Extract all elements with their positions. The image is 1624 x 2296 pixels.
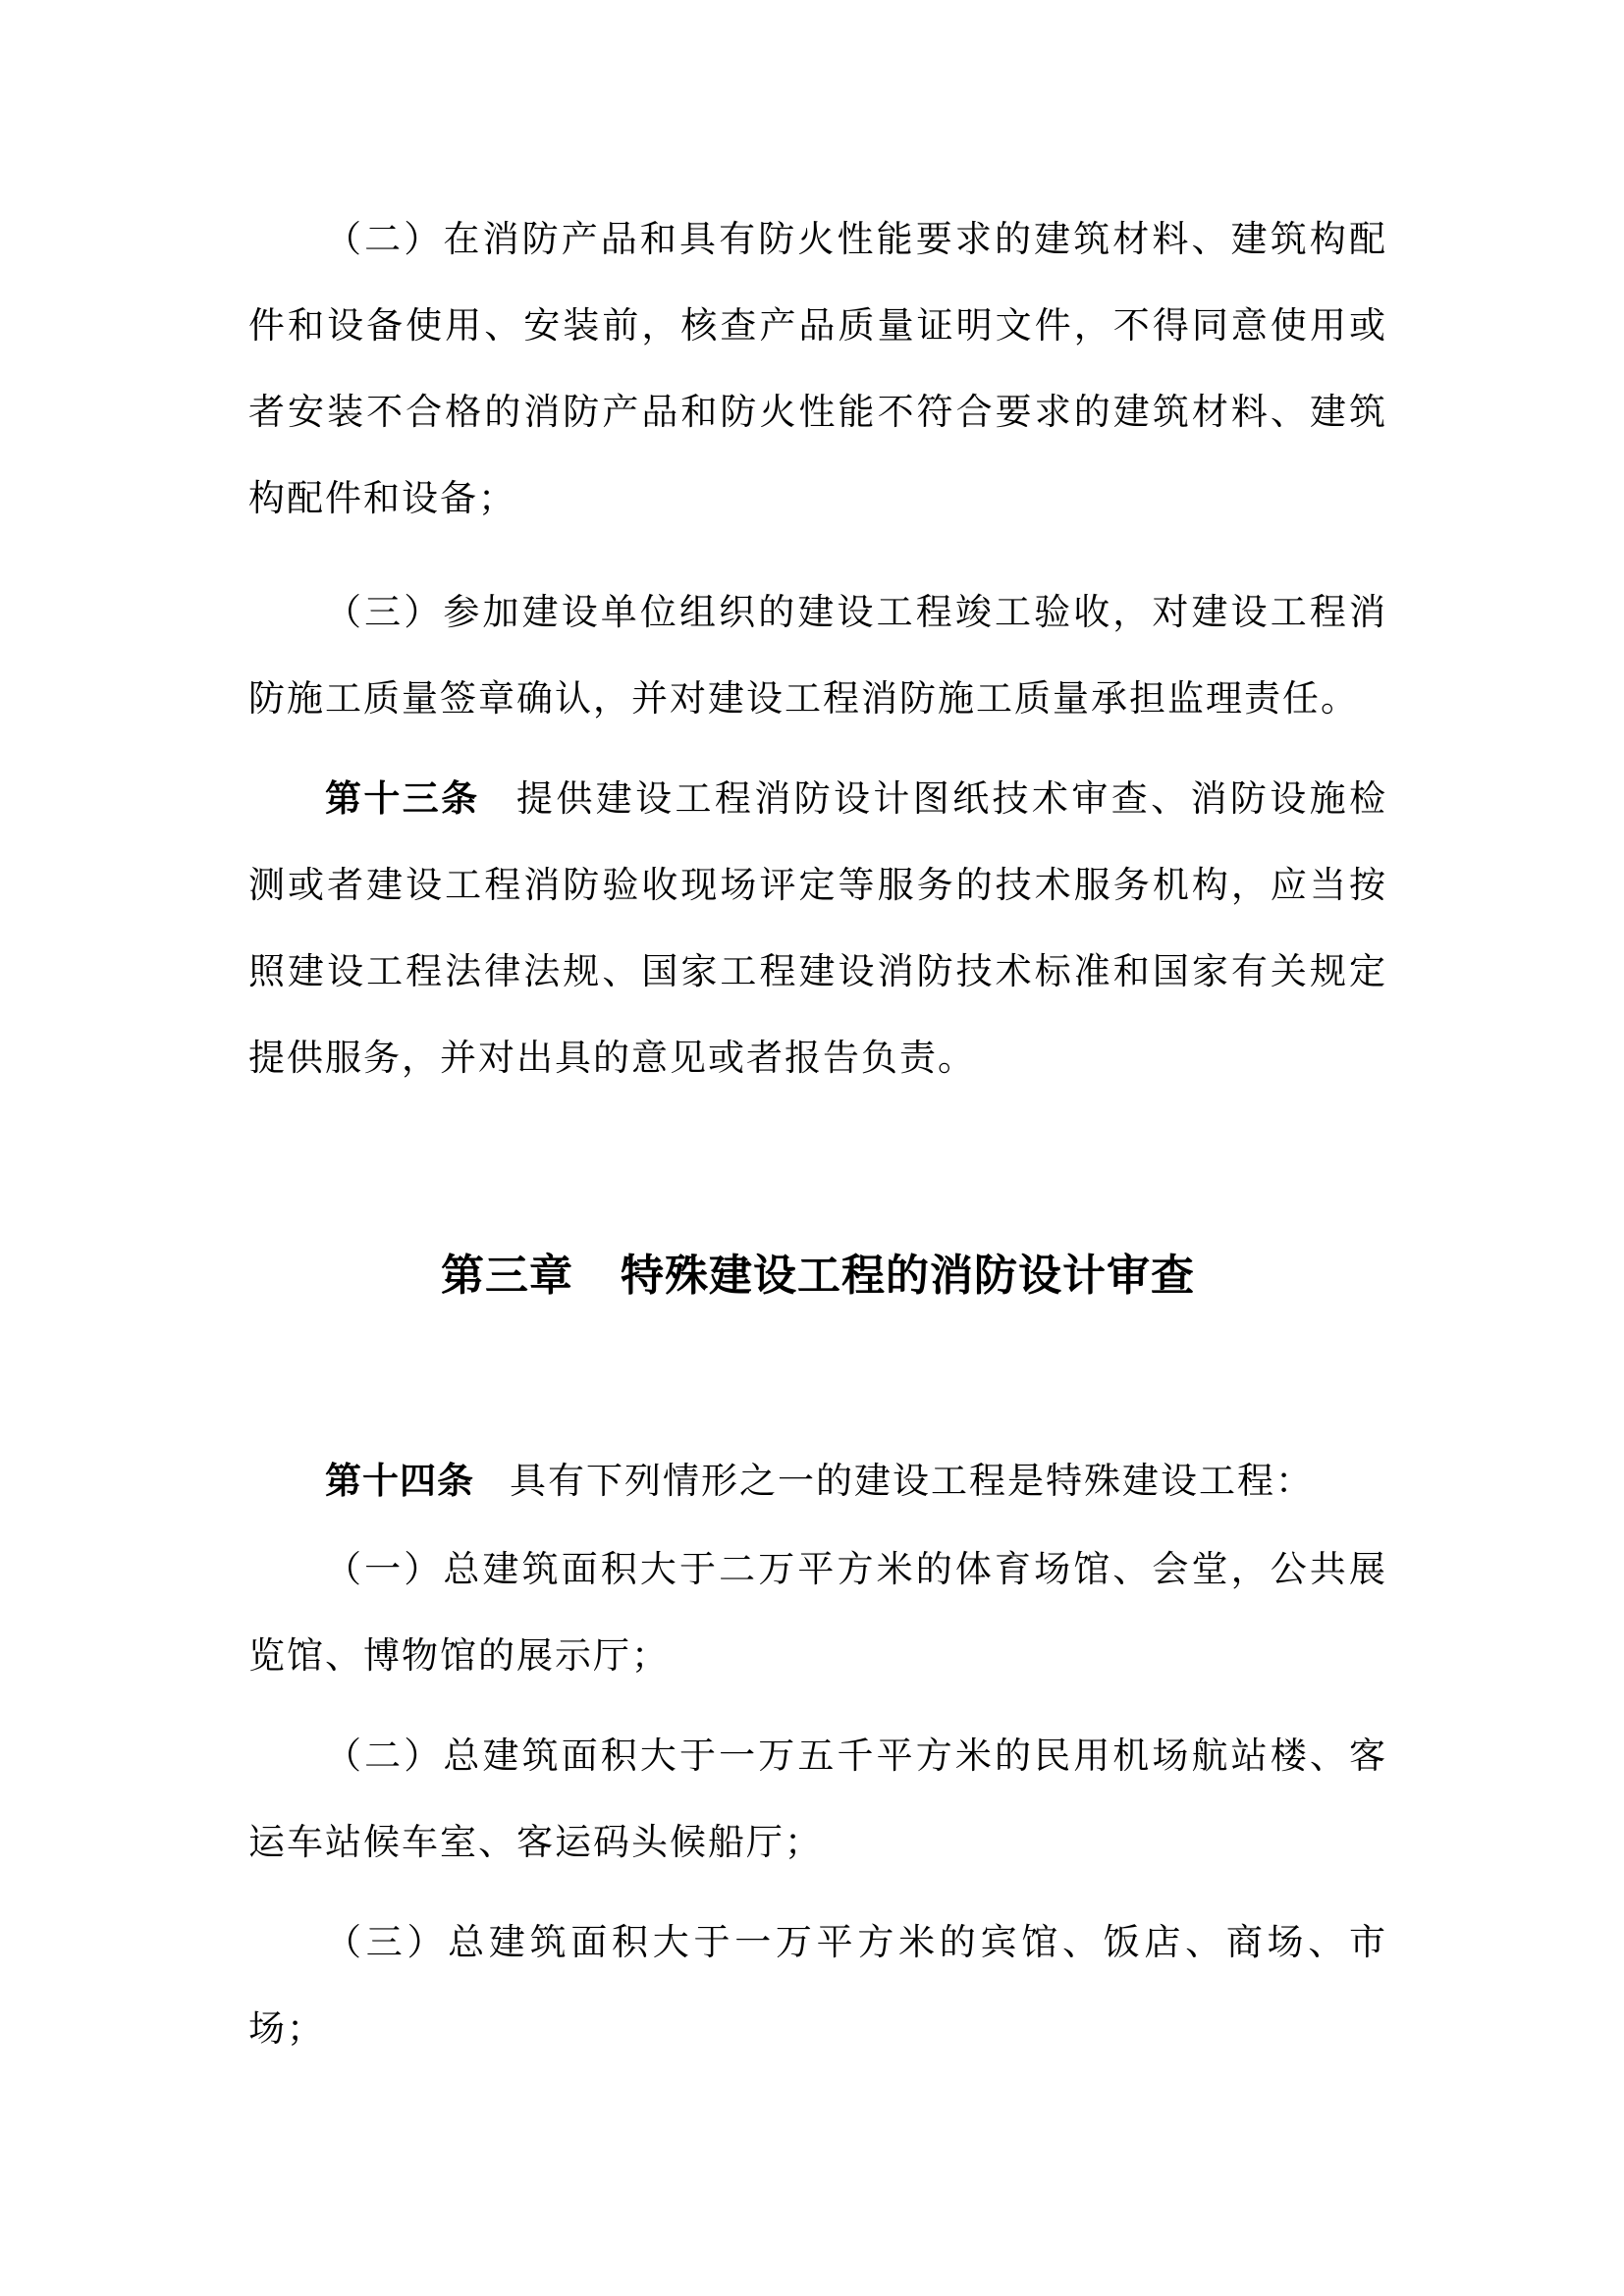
chapter-title-text: 特殊建设工程的消防设计审查: [621, 1251, 1195, 1301]
list-item-1: （一）总建筑面积大于二万平方米的体育场馆、会堂，公共展览馆、博物馆的展示厅；: [248, 1548, 1387, 1677]
list-item-3: （三）总建筑面积大于一万平方米的宾馆、饭店、商场、市场；: [248, 1921, 1387, 2050]
article-13-label: 第十三条: [325, 777, 480, 820]
article-13-paragraph: [248, 756, 1387, 1101]
article-14-label: 第十四条: [325, 1460, 474, 1502]
paragraph-item-3-supervision: （三）参加建设单位组织的建设工程竣工验收，对建设工程消防施工质量签章确认，并对建设工程消防施工质量承担监理责任。: [248, 591, 1387, 720]
chapter-heading: [248, 1247, 1387, 1306]
article-13-text: 提供建设工程消防设计图纸技术审查、消防设施检测或者建设工程消防验收现场评定等服务的技术服务机构，应当按照建设工程法律法规、国家工程建设消防技术标准和国家有关规定提供服务，并对出具的意见或者报告负责。: [248, 777, 1388, 1079]
paragraph-item-2-supervision: （二）在消防产品和具有防火性能要求的建筑材料、建筑构配件和设备使用、安装前，核查产品质量证明文件，不得同意使用或者安装不合格的消防产品和防火性能不符合要求的建筑材料、建筑构配件和设备；: [248, 218, 1387, 519]
article-14-text: 具有下列情形之一的建设工程是特殊建设工程：: [510, 1460, 1314, 1502]
chapter-number: 第三章: [441, 1251, 573, 1301]
list-item-2: （二）总建筑面积大于一万五千平方米的民用机场航站楼、客运车站候车室、客运码头候船厅；: [248, 1735, 1387, 1863]
article-14-paragraph: [248, 1438, 1387, 1524]
